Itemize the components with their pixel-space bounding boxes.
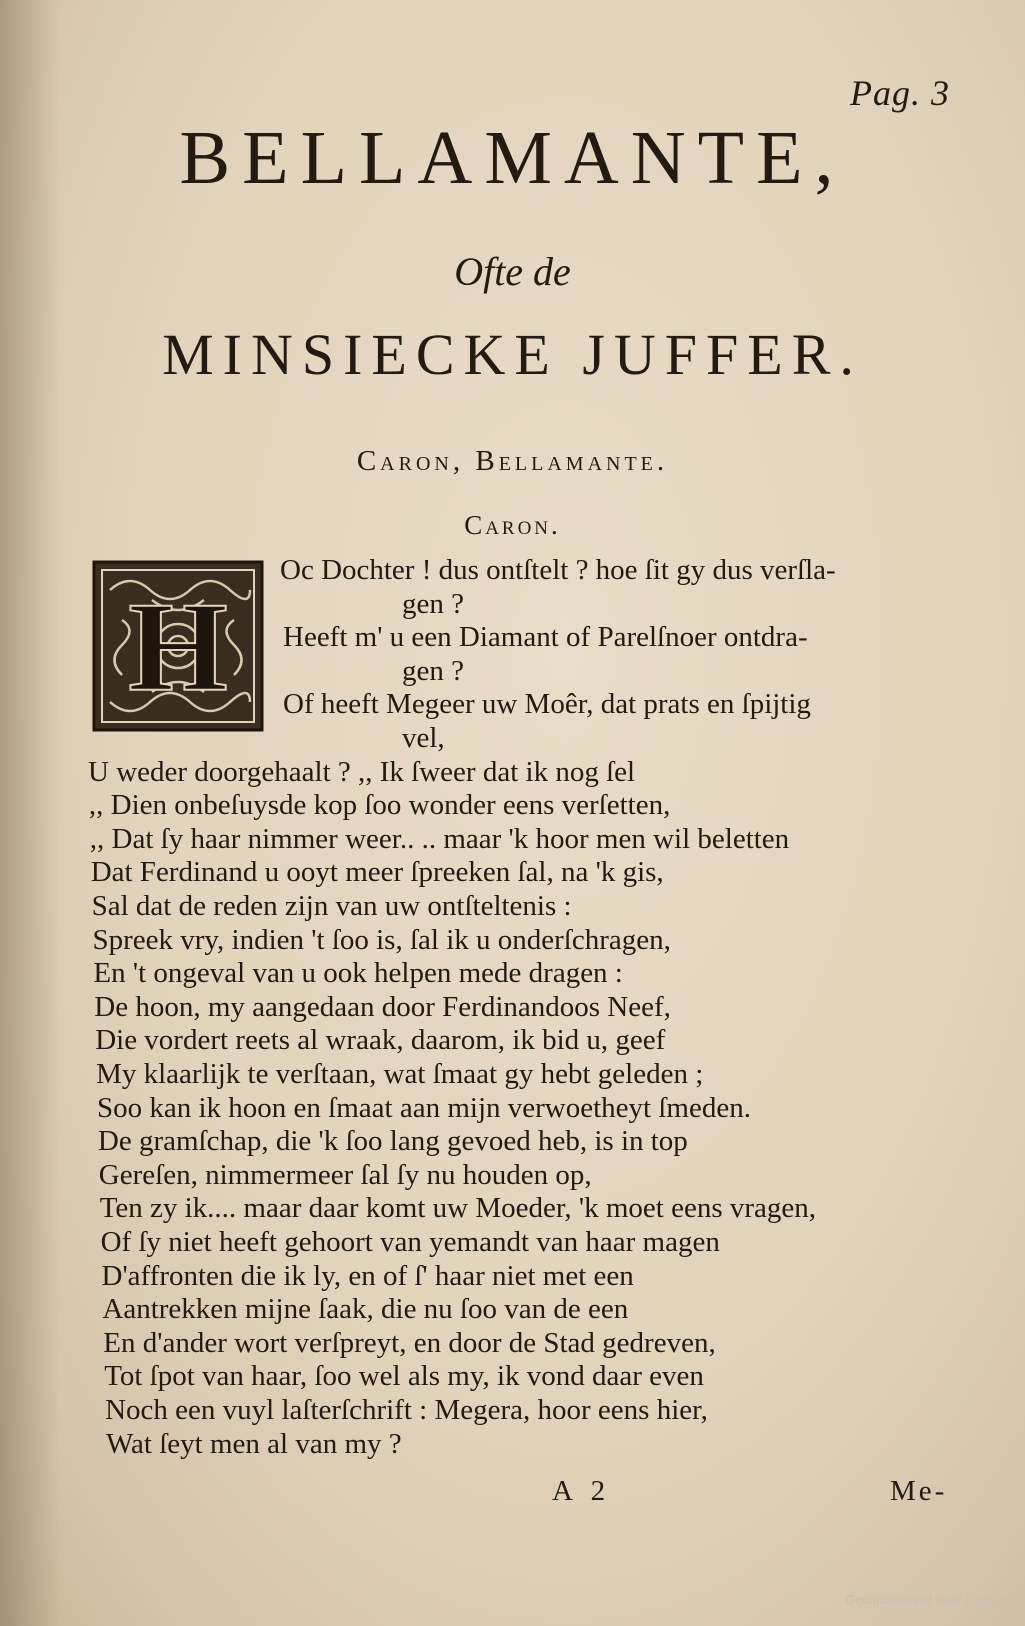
catchword: Me- <box>890 1475 948 1507</box>
verse-line: Wat ſeyt men al van my ? <box>106 1427 402 1460</box>
page-number: Pag. 3 <box>850 73 950 113</box>
title-line-2: Ofte de <box>454 249 571 294</box>
signature-mark: A 2 <box>552 1475 612 1507</box>
verse-line: Sal dat de reden zijn van uw ontſteltenis : <box>91 890 572 922</box>
verse-line: gen ? <box>402 587 464 620</box>
verse-line: Spreek vry, indien 't ſoo is, ſal ik u onderſchragen, <box>92 923 671 956</box>
verse-line: My klaarlijk te verſtaan, wat ſmaat gy hebt geleden ; <box>96 1058 704 1090</box>
verse-line: Die vordert reets al wraak, daarom, ik bid u, geef <box>95 1024 666 1057</box>
verse-line: Dat Ferdinand u ooyt meer ſpreeken ſal, na 'k gis, <box>90 856 664 889</box>
verse-line: Heeft m' u een Diamant of Parelſnoer ontdra- <box>283 621 808 654</box>
ornamental-drop-cap-icon <box>92 560 264 732</box>
drop-cap-letter: H <box>128 576 228 718</box>
verse-line: Ten zy ik.... maar daar komt uw Moeder, 'k moet eens vragen, <box>99 1192 817 1225</box>
verse-line: Tot ſpot van haar, ſoo wel als my, ik vond daar even <box>104 1360 704 1393</box>
verse-line: ,, Dat ſy haar nimmer weer.. .. maar 'k hoor men wil beletten <box>89 822 790 855</box>
title-line-3: MINSIECKE JUFFER. <box>162 322 863 387</box>
verse-line: Of ſy niet heeft gehoort van yemandt van haar magen <box>100 1226 720 1258</box>
verse-line: D'affronten die ik ly, en of ſ' haar niet met een <box>101 1259 634 1292</box>
verse-line: Of heeft Megeer uw Moêr, dat prats en ſpijtig <box>283 688 811 721</box>
verse-line: vel, <box>402 722 445 754</box>
verse-line: U weder doorgehaalt ? ,, Ik ſweer dat ik nog ſel <box>88 755 636 788</box>
verse-line: Gereſen, nimmermeer ſal ſy nu houden op, <box>98 1158 592 1191</box>
digitization-watermark: Gedigitaliseerd door Google <box>845 1592 1007 1607</box>
verse-line: Soo kan ik hoon en ſmaat aan mijn verwoetheyt ſmeden. <box>97 1091 751 1124</box>
verse-line: De hoon, my aangedaan door Ferdinandoos Neef, <box>94 990 671 1023</box>
verse-line: ,, Dien onbeſuysde kop ſoo wonder eens verſetten, <box>88 789 671 822</box>
verse-line: Aantrekken mijne ſaak, die nu ſoo van de een <box>102 1293 629 1326</box>
title-line-1: BELLAMANTE, <box>179 116 846 200</box>
verse-line: gen ? <box>402 654 464 687</box>
verse-line: Noch een vuyl laſterſchrift : Megera, hoor eens hier, <box>105 1394 708 1426</box>
verse-line: En 't ongeval van u ook helpen mede dragen : <box>93 957 623 990</box>
verse-line: Oc Dochter ! dus ontſtelt ? hoe ſit gy dus verſla- <box>280 554 836 586</box>
speakers-heading: Caron, Bellamante. <box>356 445 669 477</box>
speaker-name: Caron. <box>464 510 561 540</box>
page-gutter-shadow <box>0 0 60 1626</box>
verse-line: En d'ander wort verſpreyt, en door de Stad gedreven, <box>103 1326 716 1359</box>
verse-line: De gramſchap, die 'k ſoo lang gevoed heb, is in top <box>97 1125 688 1158</box>
